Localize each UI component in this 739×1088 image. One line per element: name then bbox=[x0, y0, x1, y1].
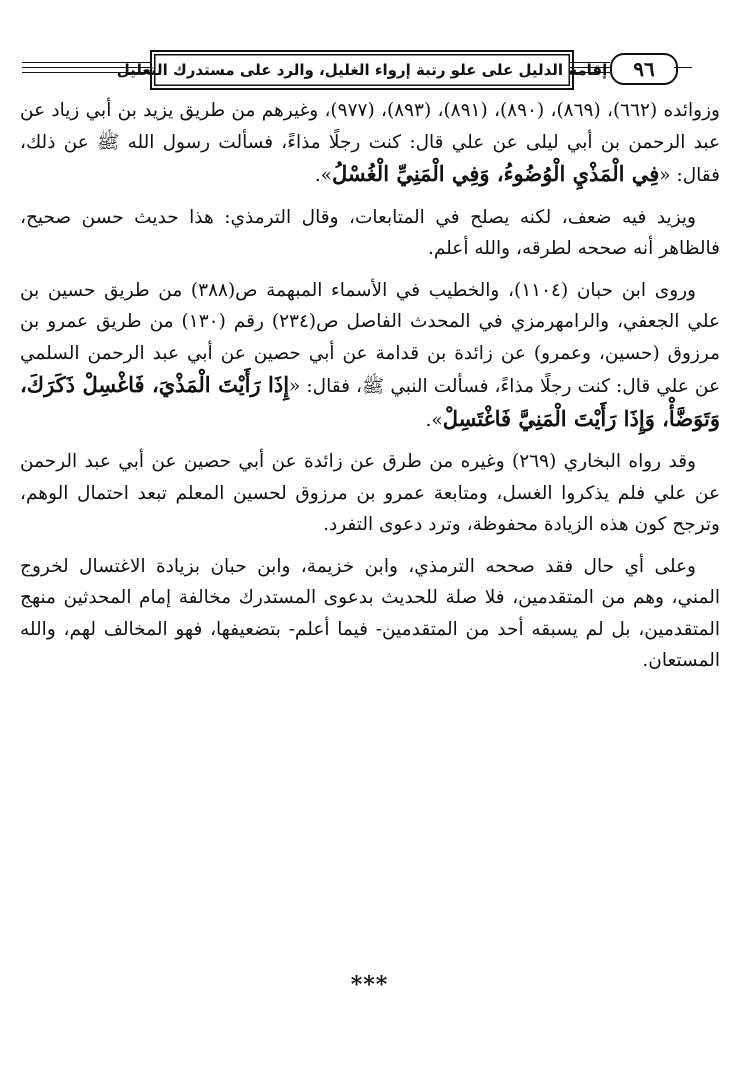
paragraph-text: ». bbox=[314, 165, 333, 186]
section-separator: *** bbox=[350, 972, 389, 998]
page-number bbox=[610, 53, 678, 85]
paragraph-text: وزوائده (٦٦٢)، (٨٦٩)، (٨٩٠)، (٨٩١)، (٨٩٣)، (٩٧٧)، وغيرهم من طريق يزيد بن أبي زياد عن عبد الرحمن بن أبي ليلى عن علي قال: كنت رجلًا مذاءً، فسألت رسول الله ﷺ عن ذلك، فقال: « bbox=[20, 100, 720, 186]
header-rule bbox=[674, 67, 692, 68]
paragraph: وعلى أي حال فقد صححه الترمذي، وابن خزيمة، وابن حبان بزيادة الاغتسال لخروج المني، وهم من المتقدمين، فلا صلة للحديث بدعوى المستدرك مخالفة إمام المحدثين منهج المتقدمين، بل لم يسبقه أحد من المتقدمين- فيما أعلم- بتضعيفها، فهو المخالف لهم، والله المستعان. bbox=[20, 555, 720, 671]
paragraph-text: وروى ابن حبان (١١٠٤)، والخطيب في الأسماء المبهمة ص(٣٨٨) من طريق حسين بن علي الجعفي، والرامهرمزي في المحدث الفاصل ص(٢٣٤) رقم (١٣٠) من طريق عمرو بن مرزوق (حسين، وعمرو) عن زائدة بن قدامة عن أبي حصين عن أبي عبد الرحمن السلمي عن علي قال: كنت رجلًا مذاءً، فسألت النبي ﷺ، فقال: « bbox=[20, 279, 720, 397]
running-header bbox=[22, 44, 714, 92]
page-number-text: ٩٦ bbox=[633, 57, 655, 81]
book-title bbox=[116, 50, 608, 90]
paragraph bbox=[20, 95, 720, 192]
header-rule bbox=[570, 62, 610, 63]
hadith-quote: إِذَا رَأَيْتَ الْمَذْيَ، فَاغْسِلْ ذَكَرَكَ، وَتَوَضَّأْ، وَإِذَا رَأَيْتَ الْمَنِيَّ فَاغْتَسِلْ bbox=[20, 372, 720, 431]
header-rule bbox=[570, 72, 610, 73]
hadith-quote: فِي الْمَذْيِ الْوُضُوءُ، وَفِي الْمَنِيِّ الْغُسْلُ bbox=[332, 161, 660, 186]
paragraph: ويزيد فيه ضعف، لكنه يصلح في المتابعات، وقال الترمذي: هذا حديث حسن صحيح، فالظاهر أنه صححه لطرقه، والله أعلم. bbox=[20, 206, 720, 259]
paragraph: وقد رواه البخاري (٢٦٩) وغيره من طرق عن زائدة عن أبي حصين عن أبي عبد الرحمن عن علي فلم يذكروا الغسل، ومتابعة عمرو بن مرزوق لحسين المعلم تبعد احتمال الوهم، وترجح كون هذه الزيادة محفوظة، وترد دعوى التفرد. bbox=[20, 451, 720, 535]
book-title-text: إقامة الدليل على علو رتبة إرواء الغليل، والرد على مستدرك التعليل bbox=[116, 61, 608, 79]
header-rule bbox=[570, 67, 610, 68]
paragraph-text: ». bbox=[425, 409, 443, 431]
paragraph bbox=[20, 275, 720, 437]
page-body bbox=[20, 95, 720, 677]
